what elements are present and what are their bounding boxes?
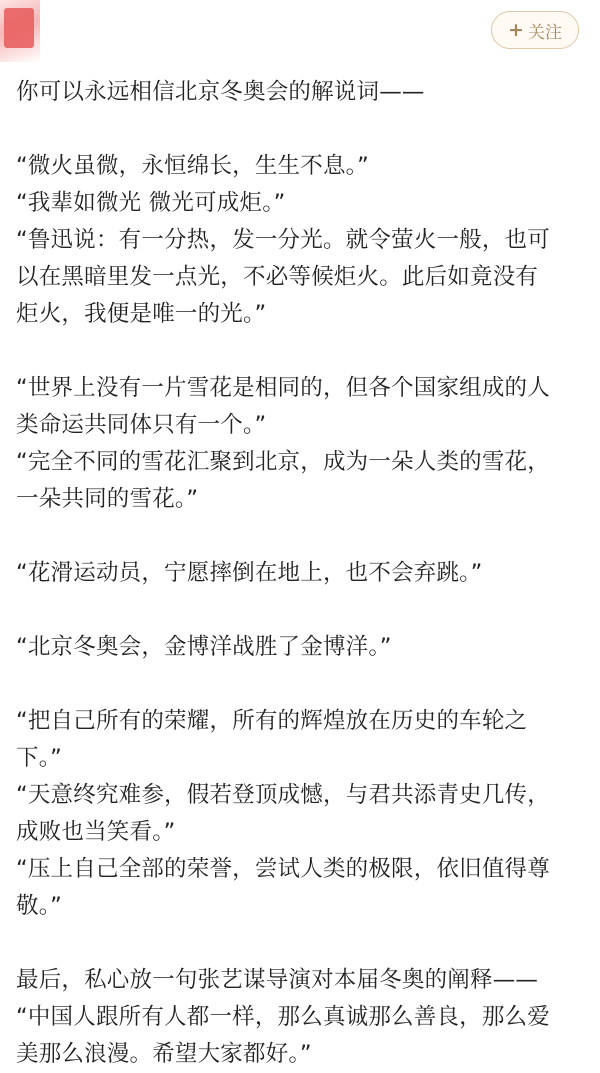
line-gap — [16, 111, 582, 148]
post-line: 炬火，我便是唯一的光。” — [16, 301, 267, 327]
post-line: “天意终究难参，假若登顶成憾，与君共添青史几传， — [16, 782, 550, 808]
post-line: 类命运共同体只有一个。” — [16, 412, 267, 438]
post-line: 你可以永远相信北京冬奥会的解说词—— — [16, 79, 425, 105]
post-line: “微火虽微，永恒绵长，生生不息。” — [16, 153, 369, 179]
post-line: “中国人跟所有人都一样，那么真诚那么善良，那么爱 — [16, 1004, 550, 1030]
follow-button[interactable] — [491, 11, 579, 49]
avatar[interactable] — [0, 0, 40, 62]
follow-label: 关注 — [527, 22, 562, 43]
post-line: 以在黑暗里发一点光，不必等候炬火。此后如竟没有 — [16, 264, 539, 290]
post-line: 成败也当笑看。” — [16, 819, 176, 845]
post-line: “完全不同的雪花汇聚到北京，成为一朵人类的雪花， — [16, 449, 550, 475]
post-line: 美那么浪漫。希望大家都好。” — [16, 1041, 312, 1067]
post-line: “北京冬奥会，金博洋战胜了金博洋。” — [16, 634, 392, 660]
post-line: 最后，私心放一句张艺谋导演对本届冬奥的阐释—— — [16, 967, 539, 993]
post-line: “我辈如微光 微光可成炬。” — [16, 190, 286, 216]
post-line: 下。” — [16, 745, 63, 771]
line-gap — [16, 518, 582, 555]
post-line: “鲁迅说：有一分热，发一分光。就令萤火一般，也可 — [16, 227, 550, 253]
line-gap — [16, 666, 582, 703]
post-line: “压上自己全部的荣誉，尝试人类的极限，依旧值得尊 — [16, 856, 550, 882]
avatar-image — [4, 8, 34, 48]
post-line: “把自己所有的荣耀，所有的辉煌放在历史的车轮之 — [16, 708, 528, 734]
plus-icon: + — [508, 18, 524, 41]
post-line: 一朵共同的雪花。” — [16, 486, 199, 512]
line-gap — [16, 333, 582, 370]
post-line: “世界上没有一片雪花是相同的，但各个国家组成的人 — [16, 375, 550, 401]
line-gap — [16, 925, 582, 962]
post-line: 敬。” — [16, 893, 63, 919]
line-gap — [16, 592, 582, 629]
post-content — [16, 74, 582, 1073]
post-line: “花滑运动员，宁愿摔倒在地上，也不会弃跳。” — [16, 560, 483, 586]
